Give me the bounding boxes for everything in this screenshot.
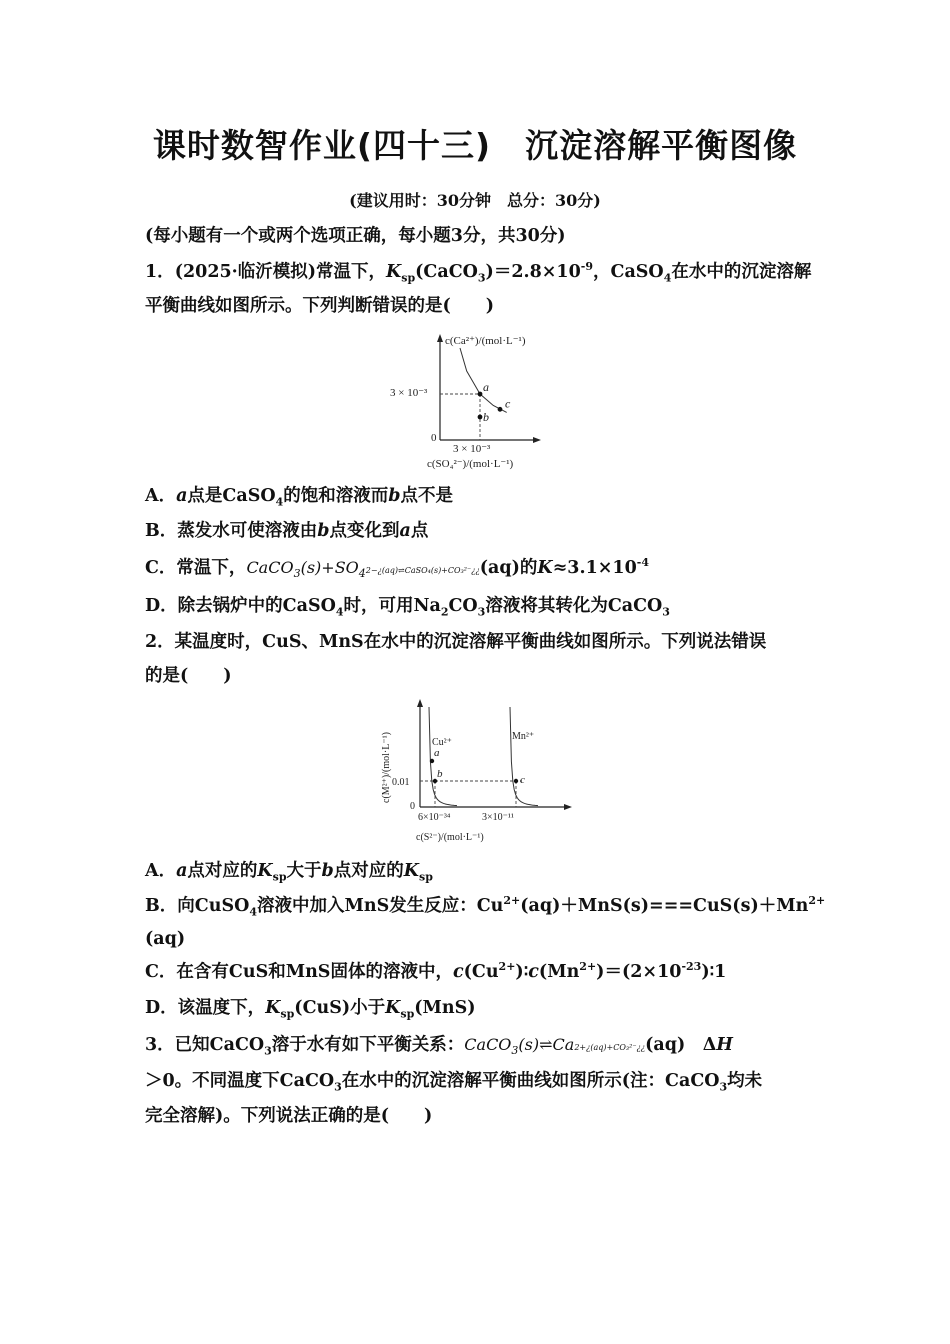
q3-stem-line1: 3．已知CaCO$_3$溶于水有如下平衡关系：CaCO$_3$(s)⇌Ca2+¿(aq)+CO₃²⁻¿¿(aq) ΔH	[145, 1035, 733, 1058]
q1-option-c[interactable]: C．常温下，$CaCO_3(s)+SO_42-¿(aq)\rightleftharpoons CaSO_4(s)+CO_3^{2-}¿¿(aq)$的$K\approx 3.1\times 10^{-4}$	[145, 556, 649, 581]
q2-curve-mn	[510, 707, 538, 806]
q2-label-c: c	[520, 774, 525, 786]
q1-option-b[interactable]: B．蒸发水可使溶液由b点变化到a点	[145, 521, 429, 541]
q2-stem-line2: 的是( )	[145, 666, 232, 686]
q2-option-c[interactable]: C．在含有CuS和MnS固体的溶液中，$c(Cu^{2+})∶c(Mn^{2+})=(2\times 10^{-23})∶1$	[145, 960, 727, 982]
q2-chart	[372, 695, 582, 847]
q2-x-tick-mn: 3×10⁻¹¹	[482, 812, 514, 823]
q2-option-d[interactable]: D．该温度下，$K_{sp}(CuS)$小于$K_{sp}(MnS)$	[145, 998, 476, 1021]
q2-y-label: c(M²⁺)/(mol·L⁻¹)	[381, 732, 392, 803]
q1-x-arrow	[533, 437, 541, 443]
q2-x-label: c(S²⁻)/(mol·L⁻¹)	[416, 832, 484, 843]
q1-equation: $CaCO_3(s)+SO_42-¿(aq)\rightleftharpoons CaSO_4(s)+CO_3^{2-}¿¿$	[246, 558, 480, 581]
q1-chart	[385, 330, 560, 475]
q3-stem-line2: ＞0。不同温度下CaCO$_3$在水中的沉淀溶解平衡曲线如图所示(注：CaCO$_3$均未	[145, 1071, 763, 1094]
q1-label-c: c	[505, 396, 511, 411]
q1-origin: 0	[431, 432, 437, 444]
q1-y-tick: 3 × 10⁻³	[390, 387, 428, 399]
q2-y-tick: 0.01	[392, 777, 410, 788]
page-title: 课时数智作业(四十三) 沉淀溶解平衡图像	[152, 126, 798, 165]
q2-option-b-line2: (aq)	[145, 929, 186, 949]
q2-point-a	[430, 759, 434, 763]
q2-series-mn: Mn²⁺	[512, 731, 535, 742]
q1-point-c	[498, 407, 503, 412]
q2-y-arrow	[417, 699, 423, 707]
time-score-note: (建议用时：30分钟 总分：30分)	[349, 191, 601, 210]
q1-point-b	[478, 415, 483, 420]
q1-point-a	[478, 392, 483, 397]
q2-label-a: a	[434, 747, 440, 759]
q2-stem-line1: 2．某温度时，CuS、MnS在水中的沉淀溶解平衡曲线如图所示。下列说法错误	[145, 632, 767, 652]
q3-stem-line3: 完全溶解)。下列说法正确的是( )	[145, 1106, 433, 1126]
q2-x-tick-cu: 6×10⁻³⁴	[418, 812, 451, 823]
q1-stem-line1: 1．(2025·临沂模拟)常温下，$K_{sp}(CaCO_3)=2.8\times 10^{-9}$，CaSO$_4$在水中的沉淀溶解	[145, 260, 812, 285]
q1-label-a: a	[483, 380, 489, 394]
q2-x-arrow	[564, 804, 572, 810]
q2-origin: 0	[410, 801, 415, 812]
q1-x-label: c(SO₄²⁻)/(mol·L⁻¹)	[427, 458, 514, 470]
q3-equation: CaCO$_3$(s)⇌Ca2+¿(aq)+CO₃²⁻¿¿	[464, 1035, 646, 1058]
q2-label-b: b	[437, 768, 443, 780]
q1-option-a[interactable]: A．a点是CaSO$_4$的饱和溶液而b点不是	[145, 486, 453, 509]
q1-label-b: b	[483, 410, 489, 424]
q1-stem-line2: 平衡曲线如图所示。下列判断错误的是( )	[145, 296, 495, 316]
q1-x-tick: 3 × 10⁻³	[453, 443, 491, 455]
q2-option-b[interactable]: B．向CuSO$_4$溶液中加入MnS发生反应：$Cu^{2+}(aq)+MnS(s)===CuS(s)+Mn^{2+}$	[145, 894, 826, 919]
q2-series-cu: Cu²⁺	[432, 737, 452, 748]
q2-option-a[interactable]: A．a点对应的$K_{sp}$大于b点对应的$K_{sp}$	[145, 861, 433, 884]
q1-y-label: c(Ca²⁺)/(mol·L⁻¹)	[445, 335, 526, 347]
q1-option-d[interactable]: D．除去锅炉中的CaSO$_4$时，可用$Na_2CO_3$溶液将其转化为CaCO$_3$	[145, 596, 670, 619]
q1-y-arrow	[437, 334, 443, 342]
q2-point-c	[514, 779, 518, 783]
instruction: (每小题有一个或两个选项正确，每小题3分，共30分)	[145, 226, 566, 246]
q1-source: (2025·临沂模拟)	[174, 262, 317, 282]
